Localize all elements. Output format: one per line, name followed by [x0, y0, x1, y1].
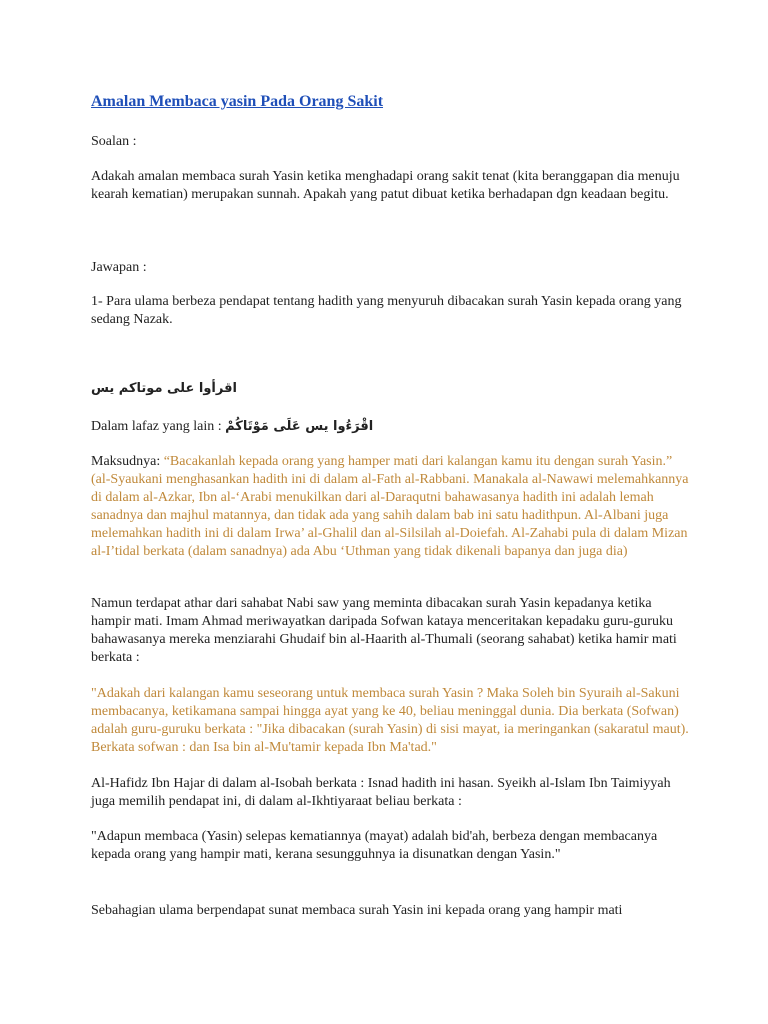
quote-1: "Adakah dari kalangan kamu seseorang untuk membaca surah Yasin ? Maka Soleh bin Syuraih al-Sakuni membacanya, ketikamana sampai hingga ayat yang ke 40, beliau meninggal dunia. Dia berkata (Sofwan) adalah guru-guruku berkata : "Jika dibacakan (surah Yasin) di sisi mayat, ia meringankan (sakaratul maut). Berkata sofwan : dan Isa bin al-Mu'tamir kepada Ibn Ma'tad."	[91, 686, 689, 755]
arabic-hadith: اقرأوا على موتاكم يس	[91, 381, 237, 396]
namun-paragraph: Namun terdapat athar dari sahabat Nabi saw yang meminta dibacakan surah Yasin kepadanya ketika hampir mati. Imam Ahmad meriwayatkan daripada Sofwan kataya menceritakan kepadaku guru-guruku bahawasanya mereka menziarahi Ghudaif bin al-Haarith al-Thumali (seorang sahabat) ketika hamir mati berkata :	[91, 596, 677, 665]
maksudnya-text: “Bacakanlah kepada orang yang hamper mati dari kalangan kamu itu dengan surah Yasin.” (al-Syaukani menghasankan hadith ini di dalam al-Fath al-Rabbani. Manakala al-Nawawi melemahkannya di dalam al-Azkar, Ibn al-‘Arabi menukilkan dari al-Daraqutni bahawasanya hadith ini adalah lemah sanadnya dan majhul matannya, dan tidak ada yang sahih dalam bab ini satu hadithpun. Al-Albani juga melemahkan hadith ini di dalam Irwa’ al-Ghalil dan al-Silsilah al-Doiefah. Al-Zahabi pula di dalam Mizan al-I’tidal berkata (dalam sanadnya) ada Abu ‘Uthman yang tidak dikenali bapanya dan juga dia)	[91, 454, 689, 559]
maksudnya-paragraph	[91, 453, 691, 561]
lafaz-label: Dalam lafaz yang lain :	[91, 419, 222, 434]
hafidz-paragraph: Al-Hafidz Ibn Hajar di dalam al-Isobah berkata : Isnad hadith ini hasan. Syeikh al-Islam Ibn Taimiyyah juga memilih pendapat ini, di dalam al-Ikhtiyaraat beliau berkata :	[91, 776, 671, 809]
point-1-text: 1- Para ulama berbeza pendapat tentang hadith yang menyuruh dibacakan surah Yasin kepada orang yang sedang Nazak.	[91, 294, 682, 327]
sebahagian-paragraph: Sebahagian ulama berpendapat sunat membaca surah Yasin ini kepada orang yang hampir mati	[91, 903, 623, 918]
article-title-link[interactable]: Amalan Membaca yasin Pada Orang Sakit	[91, 93, 384, 110]
lafaz-line	[91, 418, 691, 436]
arabic-hadith-line	[91, 380, 691, 398]
jawapan-label: Jawapan :	[91, 260, 147, 275]
quote-2: "Adapun membaca (Yasin) selepas kematiannya (mayat) adalah bid'ah, berbeza dengan membacanya kepada orang yang hampir mati, kerana sesungguhnya ia disunatkan dengan Yasin."	[91, 829, 658, 862]
maksudnya-label: Maksudnya:	[91, 454, 161, 469]
soalan-text: Adakah amalan membaca surah Yasin ketika menghadapi orang sakit tenat (kita beranggapan dia menuju kearah kematian) merupakan sunnah. Apakah yang patut dibuat ketika berhadapan dgn keadaan begitu.	[91, 169, 680, 202]
soalan-label: Soalan :	[91, 134, 137, 149]
lafaz-arabic: اقْرَءُوا يس عَلَى مَوْتَاكُمْ	[225, 419, 374, 434]
